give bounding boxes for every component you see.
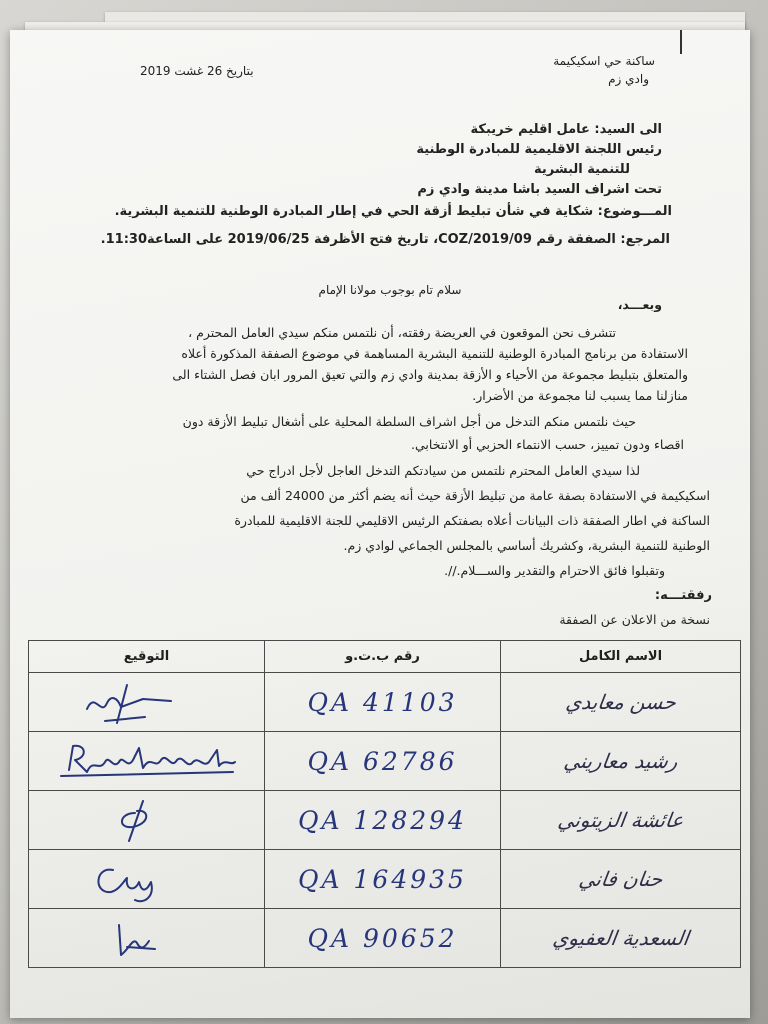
paragraph-line: الوطنية للتنمية البشرية، وكشريك أساسي بالمجلس الجماعي لوادي زم. (343, 538, 710, 553)
signer-id-number: QA 90652 (307, 923, 458, 953)
body-paragraph (28, 458, 710, 558)
name-cell (501, 909, 741, 968)
body-paragraph (38, 322, 688, 406)
table-header-row (29, 641, 741, 673)
recipient-line: رئيس اللجنة الاقليمية للمبادرة الوطنية (416, 142, 662, 157)
handwritten-signature (47, 736, 247, 786)
paragraph-line: منازلنا مما يسبب لنا مجموعة من الأضرار. (472, 388, 688, 403)
id-cell (265, 732, 501, 791)
reference-label: المرجع: (620, 232, 670, 247)
greeting: سلام تام بوجوب مولانا الإمام (318, 283, 462, 297)
id-cell (265, 673, 501, 732)
reference-line (60, 228, 670, 252)
signatures-table (28, 640, 741, 968)
table-row (29, 673, 741, 732)
signer-name: رشيد معاريني (561, 749, 680, 773)
signer-id-number: QA 41103 (307, 687, 458, 717)
attachment-item: نسخة من الاعلان عن الصفقة (559, 612, 710, 627)
signature-cell (29, 791, 265, 850)
body-paragraph (34, 410, 684, 456)
paragraph-line: الساكنة في اطار الصفقة ذات البيانات أعلاه بصفتكم الرئيس الاقليمي للجنة الاقليمية للمبادرة (234, 513, 710, 528)
paragraph-line: الاستفادة من برنامج المبادرة الوطنية للتنمية البشرية المساهمة في موضوع الصفقة المذكورة أعلاه (181, 346, 688, 361)
letter-page (10, 30, 750, 1018)
signer-id-number: QA 128294 (298, 805, 467, 835)
pen-mark (680, 30, 682, 54)
column-header-id-number: رقم ب.ت.و (265, 641, 501, 673)
table-row (29, 909, 741, 968)
subject-label: المـــوضوع: (597, 204, 672, 219)
name-cell (501, 791, 741, 850)
signer-name: عائشة الزيتوني (556, 808, 685, 832)
paragraph-line: والمتعلق بتبليط مجموعة من الأحياء و الأزقة بمدينة وادي زم والتي تعيق المرور ابان فصل الشتاء الى (172, 367, 688, 382)
subject-line (62, 201, 672, 223)
id-cell (265, 791, 501, 850)
sender-block (553, 52, 655, 88)
handwritten-signature (47, 854, 247, 904)
table-row (29, 791, 741, 850)
table-row (29, 850, 741, 909)
name-cell (501, 673, 741, 732)
recipient-block (322, 120, 662, 200)
paragraph-line: حيث نلتمس منكم التدخل من أجل اشراف السلطة المحلية على أشغال تبليط الأزقة دون (182, 414, 636, 429)
closing-line: وتقبلوا فائق الاحترام والتقدير والســـلام.//. (444, 563, 665, 578)
letter-date: بتاريخ 26 غشت 2019 (140, 64, 254, 78)
id-cell (265, 909, 501, 968)
handwritten-signature (47, 795, 247, 845)
signer-id-number: QA 62786 (307, 746, 458, 776)
signature-cell (29, 673, 265, 732)
name-cell (501, 850, 741, 909)
sender-name: ساكنة حي اسكيكيمة (553, 54, 655, 68)
signer-name: حسن معايدي (563, 690, 678, 714)
signer-name: حنان فاني (577, 867, 664, 891)
signer-id-number: QA 164935 (298, 864, 467, 894)
attachment-label: رفقتـــه: (654, 588, 712, 603)
recipient-line: الى السيد: عامل اقليم خريبكة (470, 122, 662, 137)
signer-name: السعدية العفيوي (550, 926, 691, 950)
table-row (29, 732, 741, 791)
subject-text: شكاية في شأن تبليط أزقة الحي في إطار المبادرة الوطنية للتنمية البشرية. (114, 204, 594, 219)
signature-cell (29, 850, 265, 909)
id-cell (265, 850, 501, 909)
paragraph-line: لذا سيدي العامل المحترم نلتمس من سيادتكم التدخل العاجل لأجل ادراج حي (246, 463, 640, 478)
handwritten-signature (47, 677, 247, 727)
reference-text: الصفقة رقم COZ/2019/09، تاريخ فتح الأظرفة 2019/06/25 على الساعة11:30. (100, 232, 616, 247)
opening: وبعـــد، (617, 297, 662, 312)
recipient-line: تحت اشراف السيد باشا مدينة وادي زم (417, 182, 662, 197)
paragraph-line: اسكيكيمة في الاستفادة بصفة عامة من تبليط الأزقة حيث أنه يضم أكثر من 24000 ألف من (240, 488, 710, 503)
signature-cell (29, 732, 265, 791)
name-cell (501, 732, 741, 791)
recipient-line: للتنمية البشرية (534, 162, 630, 177)
sender-city: وادي زم (608, 72, 649, 86)
column-header-signature: التوقيع (29, 641, 265, 673)
handwritten-signature (47, 913, 247, 963)
paragraph-line: تتشرف نحن الموقعون في العريضة رفقته، أن نلتمس منكم سيدي العامل المحترم ، (188, 325, 616, 340)
paragraph-line: اقصاء ودون تمييز، حسب الانتماء الحزبي أو الانتخابي. (411, 437, 684, 452)
column-header-full-name: الاسم الكامل (501, 641, 741, 673)
signature-cell (29, 909, 265, 968)
